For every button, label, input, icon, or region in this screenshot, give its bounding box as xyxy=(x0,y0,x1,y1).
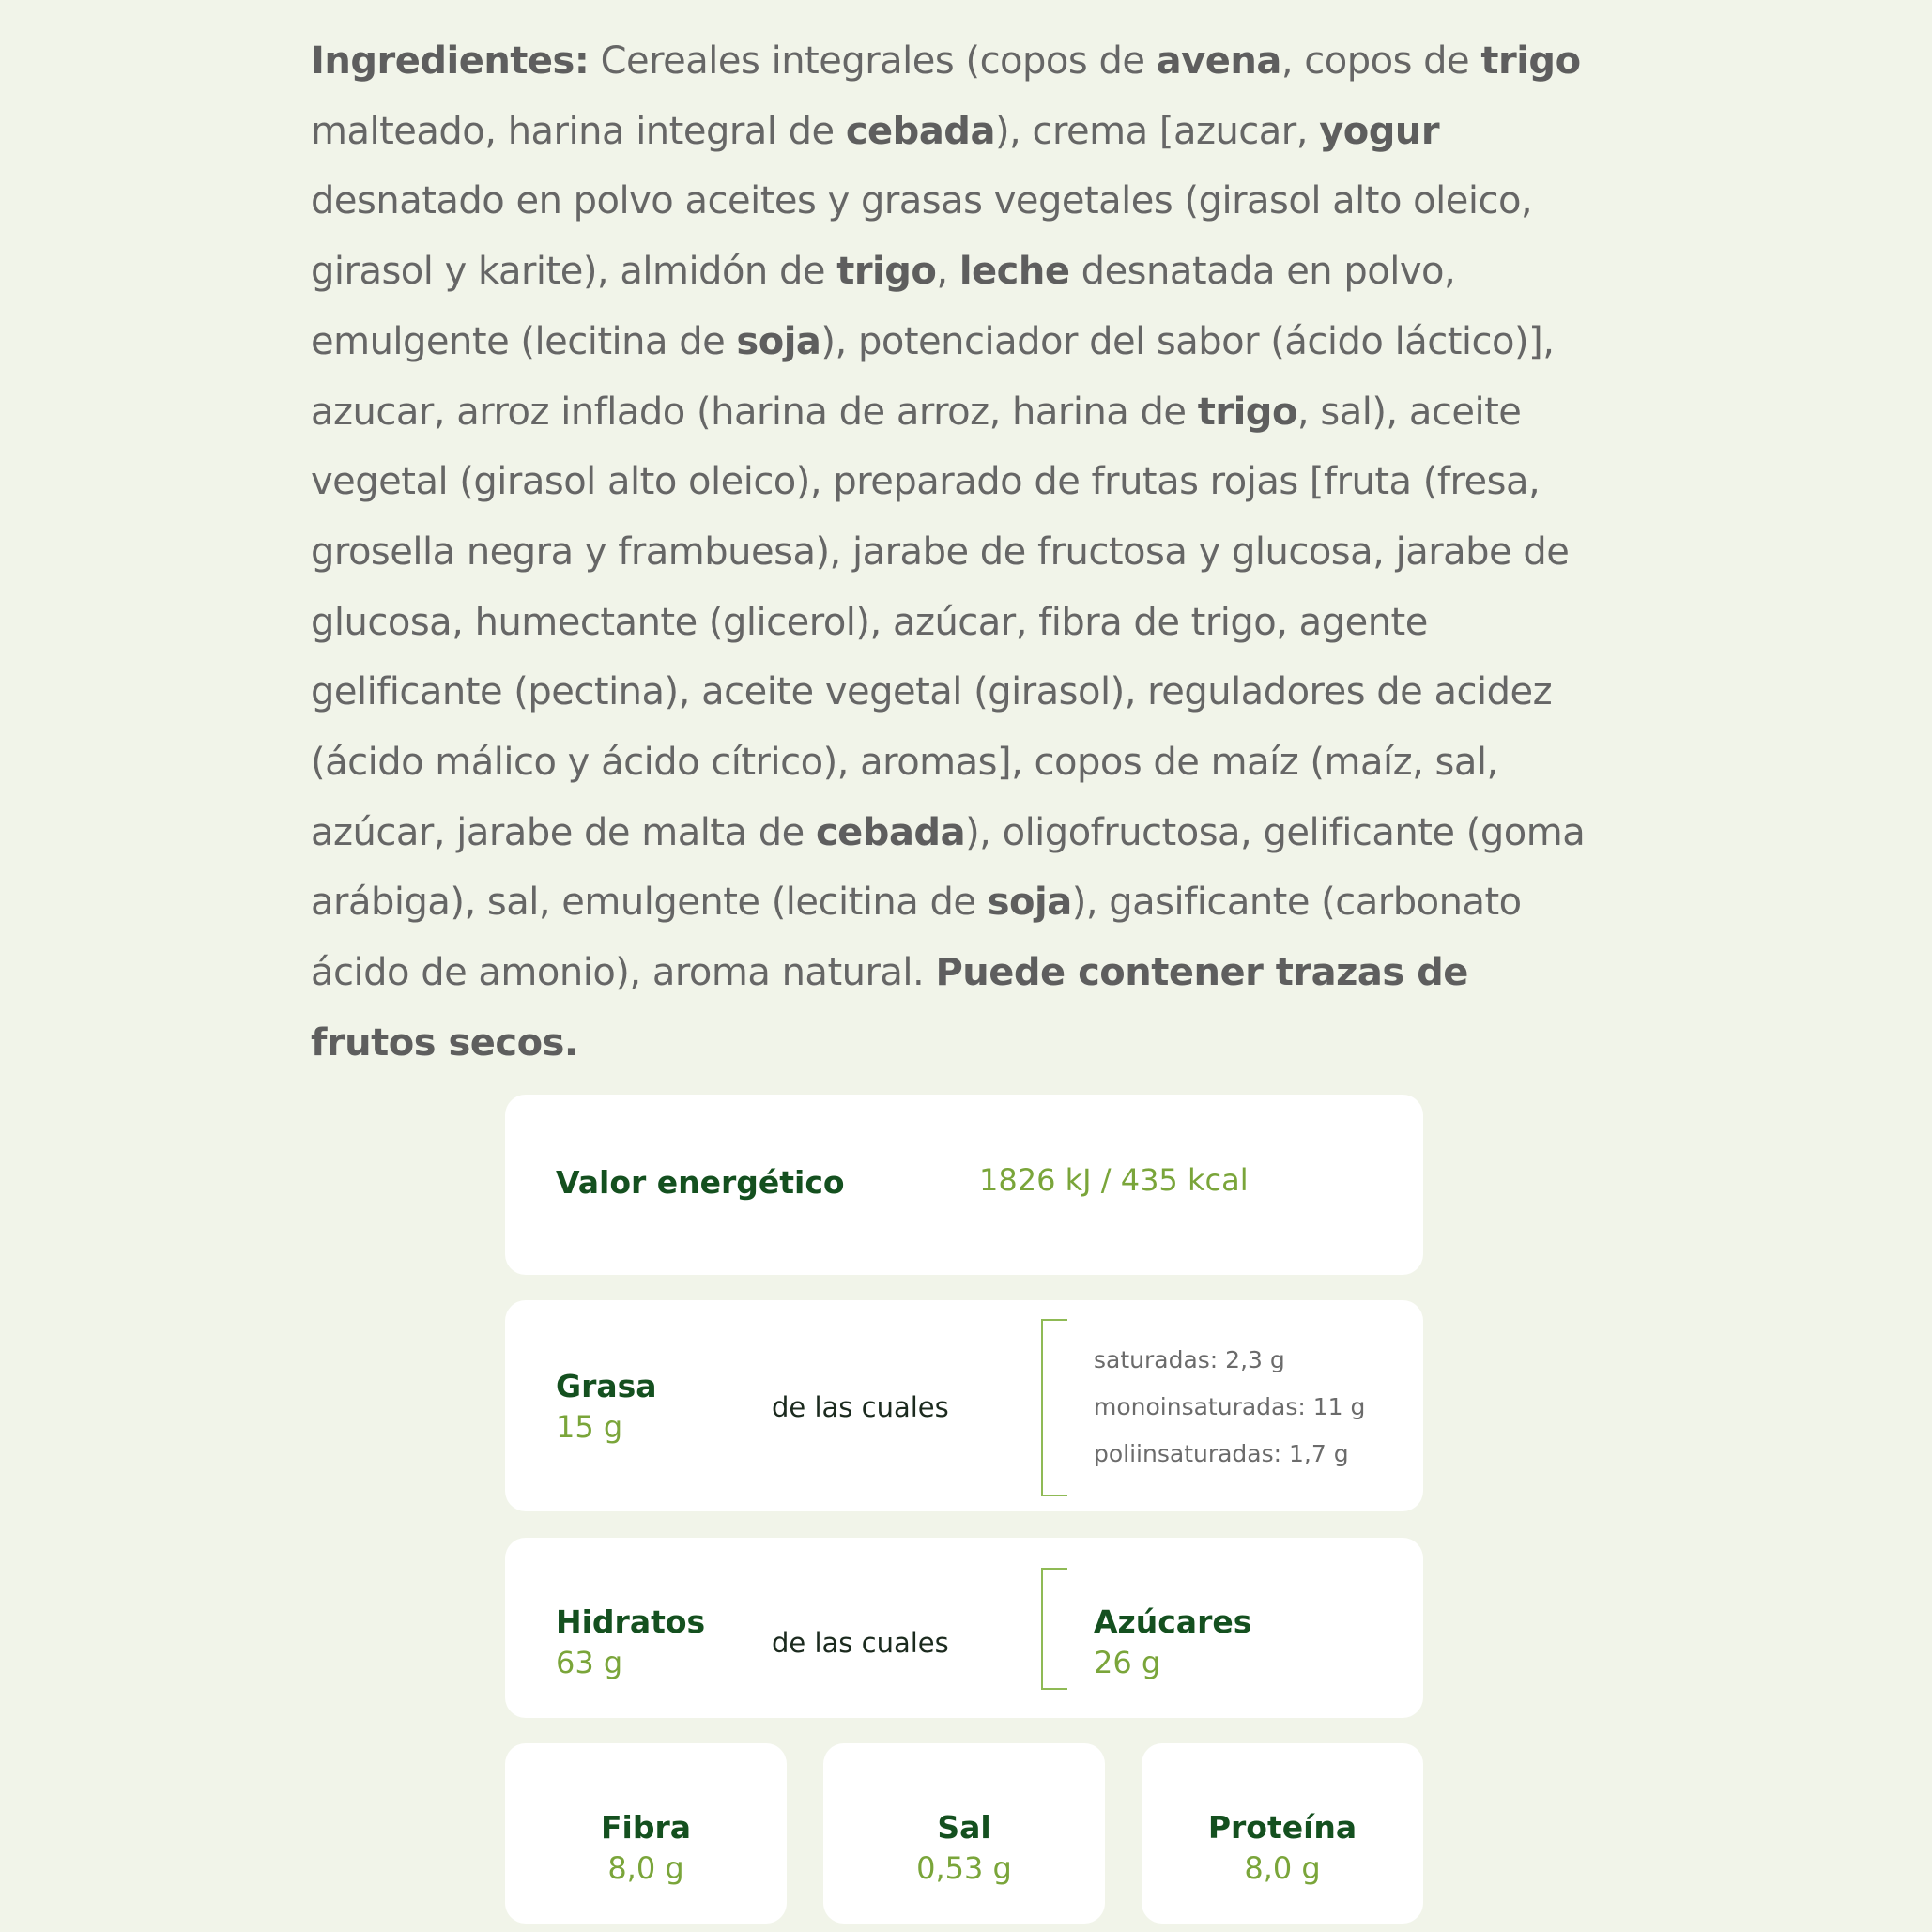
fiber-value: 8,0 g xyxy=(607,1850,684,1886)
ingredients-part: , copos de xyxy=(1280,39,1481,83)
allergen: soja xyxy=(987,881,1072,925)
carbs-card xyxy=(505,1538,1423,1718)
ingredients-part: Cereales integrales (copos de xyxy=(589,39,1157,83)
fat-monounsaturated: monoinsaturadas: 11 g xyxy=(1094,1393,1366,1420)
fat-polyunsaturated: poliinsaturadas: 1,7 g xyxy=(1094,1440,1349,1467)
ingredients-part: , xyxy=(936,250,959,294)
carbs-label: Hidratos xyxy=(556,1603,706,1640)
fiber-label: Fibra xyxy=(600,1809,692,1846)
carbs-bracket xyxy=(1041,1568,1067,1690)
sugars-label: Azúcares xyxy=(1094,1603,1252,1640)
salt-label: Sal xyxy=(937,1809,991,1846)
fat-card xyxy=(505,1300,1423,1511)
sugars-value: 26 g xyxy=(1094,1645,1161,1680)
ingredients-part: ), oligofructosa, gelificante (goma arábiga), sal, emulgente (lecitina de xyxy=(311,810,1586,925)
protein-label: Proteína xyxy=(1207,1809,1357,1846)
carbs-value: 63 g xyxy=(556,1645,623,1680)
allergen: cebada xyxy=(815,810,966,854)
fat-of-which: de las cuales xyxy=(772,1391,949,1423)
energy-card xyxy=(505,1095,1423,1275)
fiber-card xyxy=(505,1743,787,1924)
allergen: leche xyxy=(958,250,1070,294)
salt-card xyxy=(823,1743,1105,1924)
fat-value: 15 g xyxy=(556,1409,623,1445)
protein-card xyxy=(1142,1743,1423,1924)
fat-saturated: saturadas: 2,3 g xyxy=(1094,1346,1285,1373)
carbs-of-which: de las cuales xyxy=(772,1627,949,1659)
ingredients-part: desnatado en polvo aceites y grasas vegetales (girasol alto oleico, girasol y karite), almidón de xyxy=(311,179,1533,294)
traces-warning: Puede contener trazas de frutos secos. xyxy=(311,951,1468,1065)
energy-label: Valor energético xyxy=(556,1164,845,1201)
allergen: yogur xyxy=(1319,109,1440,153)
ingredients-part: , sal), aceite vegetal (girasol alto oleico), preparado de frutas rojas [fruta (fresa, grosella negra y frambuesa), jarabe de fructosa y glucosa, jarabe de glucosa, humectante (glicerol), azúcar, fibra de trigo, agente gelificante (pectina), aceite vegetal (girasol), reguladores de acidez (ácido málico y ácido cítrico), aromas], copos de maíz (maíz, sal, azúcar, jarabe de malta de xyxy=(311,390,1570,854)
ingredients-text xyxy=(311,26,1597,1079)
ingredients-part: ), gasificante (carbonato ácido de amonio), aroma natural. xyxy=(311,881,1522,995)
allergen: trigo xyxy=(836,250,937,294)
ingredients-part: ), crema [azucar, xyxy=(994,109,1320,153)
allergen: trigo xyxy=(1197,390,1297,434)
protein-value: 8,0 g xyxy=(1244,1850,1321,1886)
ingredients-part: malteado, harina integral de xyxy=(311,109,846,153)
ingredients-label: Ingredientes: xyxy=(311,39,590,83)
salt-value: 0,53 g xyxy=(916,1850,1012,1886)
fat-label: Grasa xyxy=(556,1368,657,1404)
ingredients-part: desnatada en polvo, emulgente (lecitina de xyxy=(311,250,1456,363)
allergen: cebada xyxy=(845,109,995,153)
allergen: soja xyxy=(736,319,821,363)
energy-value: 1826 kJ / 435 kcal xyxy=(979,1162,1249,1198)
fat-bracket xyxy=(1041,1319,1067,1496)
allergen: trigo xyxy=(1480,39,1581,83)
allergen: avena xyxy=(1156,39,1281,83)
ingredients-part: ), potenciador del sabor (ácido láctico)], azucar, arroz inflado (harina de arroz, harina de xyxy=(311,319,1555,434)
